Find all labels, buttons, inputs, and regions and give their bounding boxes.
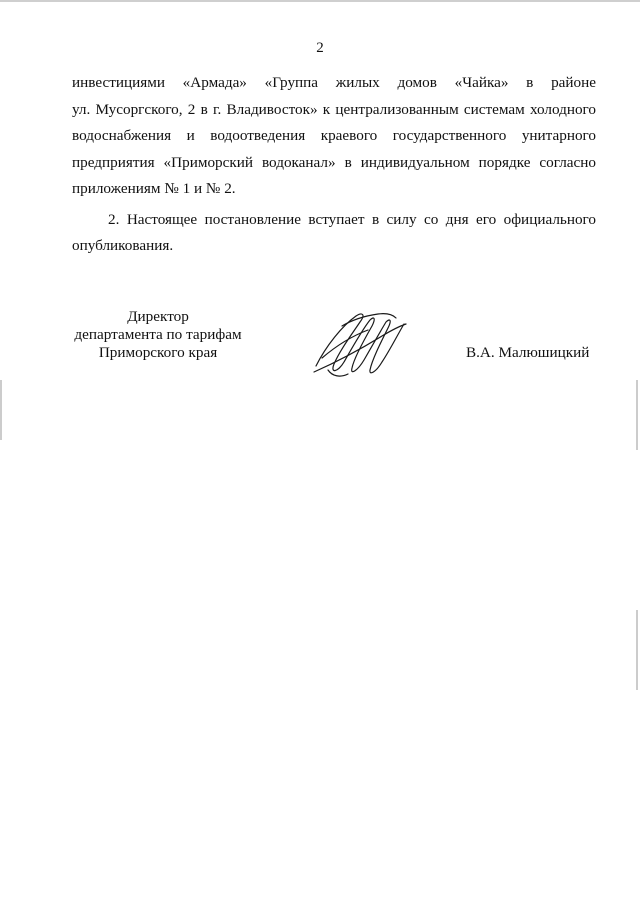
signatory-title-line-1: Директор: [127, 308, 189, 325]
paragraph1-line-4: предприятия «Приморский водоканал» в индивидуальном порядке согласно: [72, 153, 596, 171]
page-number: 2: [316, 40, 324, 56]
document-body: [72, 70, 596, 260]
handwritten-signature: [312, 306, 408, 384]
paragraph1-line-3: водоснабжения и водоотведения краевого государственного унитарного: [72, 127, 596, 144]
page-top-border: [0, 0, 640, 2]
paragraph1-line-1: инвестициями «Армада» «Группа жилых домов «Чайка» в районе: [72, 74, 596, 91]
paragraph1-line-2: ул. Мусоргского, 2 в г. Владивосток» к централизованным системам холодного: [72, 100, 596, 118]
paragraph2-line-1: 2. Настоящее постановление вступает в силу со дня его официального: [108, 210, 596, 228]
signatory-title-line-2: департамента по тарифам: [74, 326, 242, 343]
signatory-title: [60, 308, 256, 362]
scan-artifact-right: [636, 380, 638, 450]
scan-artifact-left: [0, 380, 2, 440]
scan-artifact-right-lower: [636, 610, 638, 690]
paragraph1-line-5: приложениям № 1 и № 2.: [72, 180, 236, 197]
paragraph2-line-2: опубликования.: [72, 237, 174, 254]
signatory-name: В.А. Малюшицкий: [466, 344, 590, 361]
signatory-title-line-3: Приморского края: [98, 344, 218, 361]
